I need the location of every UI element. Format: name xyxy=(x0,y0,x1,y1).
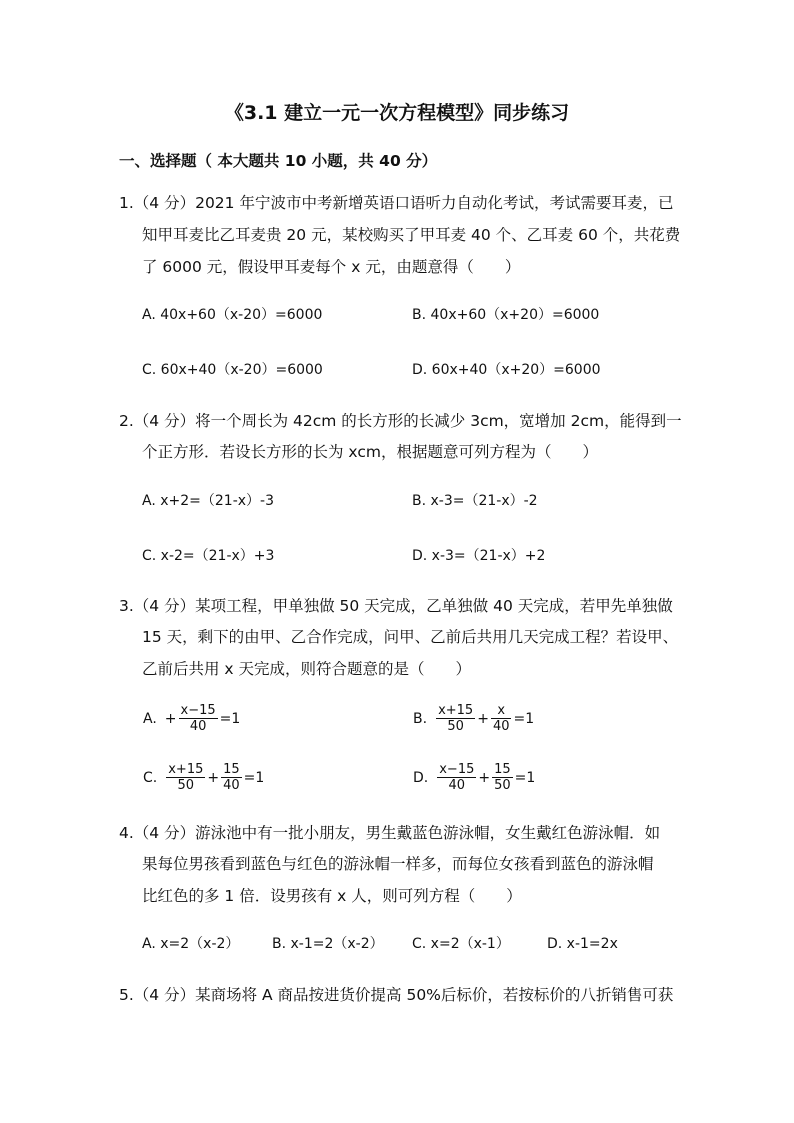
option-label: D. xyxy=(413,769,429,786)
question-2-line-1: 2.（4 分）将一个周长为 42cm 的长方形的长减少 3cm，宽增加 2cm，能得到一 xyxy=(119,412,682,430)
section-heading: 一、选择题（ 本大题共 10 小题，共 40 分） xyxy=(119,152,438,170)
question-4-option-d[interactable]: D. x-1=2x xyxy=(547,936,618,952)
equals-one: =1 xyxy=(514,769,536,786)
question-1-line-3: 了 6000 元，假设甲耳麦每个 x 元，由题意得（ ） xyxy=(142,258,521,276)
numerator: x−15 xyxy=(180,703,216,718)
denominator: 40 xyxy=(492,719,510,734)
question-5-line-1: 5.（4 分）某商场将 A 商品按进货价提高 50%后标价，若按标价的八折销售可获 xyxy=(119,986,674,1004)
page-title: 《3.1 建立一元一次方程模型》同步练习 xyxy=(224,102,570,124)
plus-sign: + xyxy=(478,769,491,786)
question-4-option-a[interactable]: A. x=2（x-2） xyxy=(142,936,240,952)
question-3-line-2: 15 天，剩下的由甲、乙合作完成，问甲、乙前后共用几天完成工程？若设甲、 xyxy=(142,628,679,646)
equals-one: =1 xyxy=(243,769,265,786)
question-2-option-b[interactable]: B. x-3=（21-x）-2 xyxy=(412,493,538,509)
fraction xyxy=(492,762,513,793)
numerator: x+15 xyxy=(438,703,474,718)
numerator: x−15 xyxy=(439,762,475,777)
plus-sign: + xyxy=(164,710,177,727)
question-1-line-2: 知甲耳麦比乙耳麦贵 20 元，某校购买了甲耳麦 40 个、乙耳麦 60 个，共花费 xyxy=(142,226,681,244)
question-2-option-a[interactable]: A. x+2=（21-x）-3 xyxy=(142,493,274,509)
fraction xyxy=(166,762,205,793)
option-label: B. xyxy=(413,710,428,727)
question-2-option-c[interactable]: C. x-2=（21-x）+3 xyxy=(142,548,275,564)
denominator: 40 xyxy=(448,778,466,793)
option-label: C. xyxy=(143,769,158,786)
question-2-line-2: 个正方形．若设长方形的长为 xcm，根据题意可列方程为（ ） xyxy=(142,443,598,461)
question-4-option-b[interactable]: B. x-1=2（x-2） xyxy=(272,936,384,952)
question-3-option-b[interactable] xyxy=(412,703,535,734)
denominator: 40 xyxy=(223,778,240,793)
option-label: A. xyxy=(143,710,157,727)
fraction xyxy=(436,703,475,734)
numerator: x+15 xyxy=(168,762,204,777)
question-4-line-1: 4.（4 分）游泳池中有一批小朋友，男生戴蓝色游泳帽，女生戴红色游泳帽．如 xyxy=(119,824,661,842)
question-4-line-2: 果每位男孩看到蓝色与红色的游泳帽一样多，而每位女孩看到蓝色的游泳帽 xyxy=(142,855,654,873)
question-3-line-3: 乙前后共用 x 天完成，则符合题意的是（ ） xyxy=(142,660,472,678)
question-4-line-3: 比红色的多 1 倍．设男孩有 x 人，则可列方程（ ） xyxy=(142,887,522,905)
plus-sign: + xyxy=(207,769,220,786)
equals-one: =1 xyxy=(219,710,241,727)
question-2-option-d[interactable]: D. x-3=（21-x）+2 xyxy=(412,548,546,564)
fraction xyxy=(221,762,242,793)
fraction xyxy=(491,703,512,734)
question-3-option-c[interactable] xyxy=(142,762,265,793)
numerator: 15 xyxy=(223,762,240,777)
denominator: 40 xyxy=(189,719,207,734)
question-1-option-d[interactable]: D. 60x+40（x+20）=6000 xyxy=(412,362,601,378)
question-1-line-1: 1.（4 分）2021 年宁波市中考新增英语口语听力自动化考试，考试需要耳麦，已 xyxy=(119,194,674,212)
question-3-option-a[interactable] xyxy=(142,703,241,734)
question-1-option-b[interactable]: B. 40x+60（x+20）=6000 xyxy=(412,307,600,323)
denominator: 50 xyxy=(494,778,511,793)
question-4-option-c[interactable]: C. x=2（x-1） xyxy=(412,936,510,952)
denominator: 50 xyxy=(177,778,195,793)
plus-sign: + xyxy=(477,710,489,727)
question-1-option-a[interactable]: A. 40x+60（x-20）=6000 xyxy=(142,307,323,323)
numerator: 15 xyxy=(494,762,511,777)
question-3-line-1: 3.（4 分）某项工程，甲单独做 50 天完成，乙单独做 40 天完成，若甲先单独做 xyxy=(119,597,673,615)
equals-one: =1 xyxy=(513,710,535,727)
fraction xyxy=(437,762,476,793)
denominator: 50 xyxy=(447,719,464,734)
question-3-option-d[interactable] xyxy=(412,762,536,793)
question-1-option-c[interactable]: C. 60x+40（x-20）=6000 xyxy=(142,362,323,378)
fraction xyxy=(179,703,218,734)
numerator: x xyxy=(491,703,512,719)
